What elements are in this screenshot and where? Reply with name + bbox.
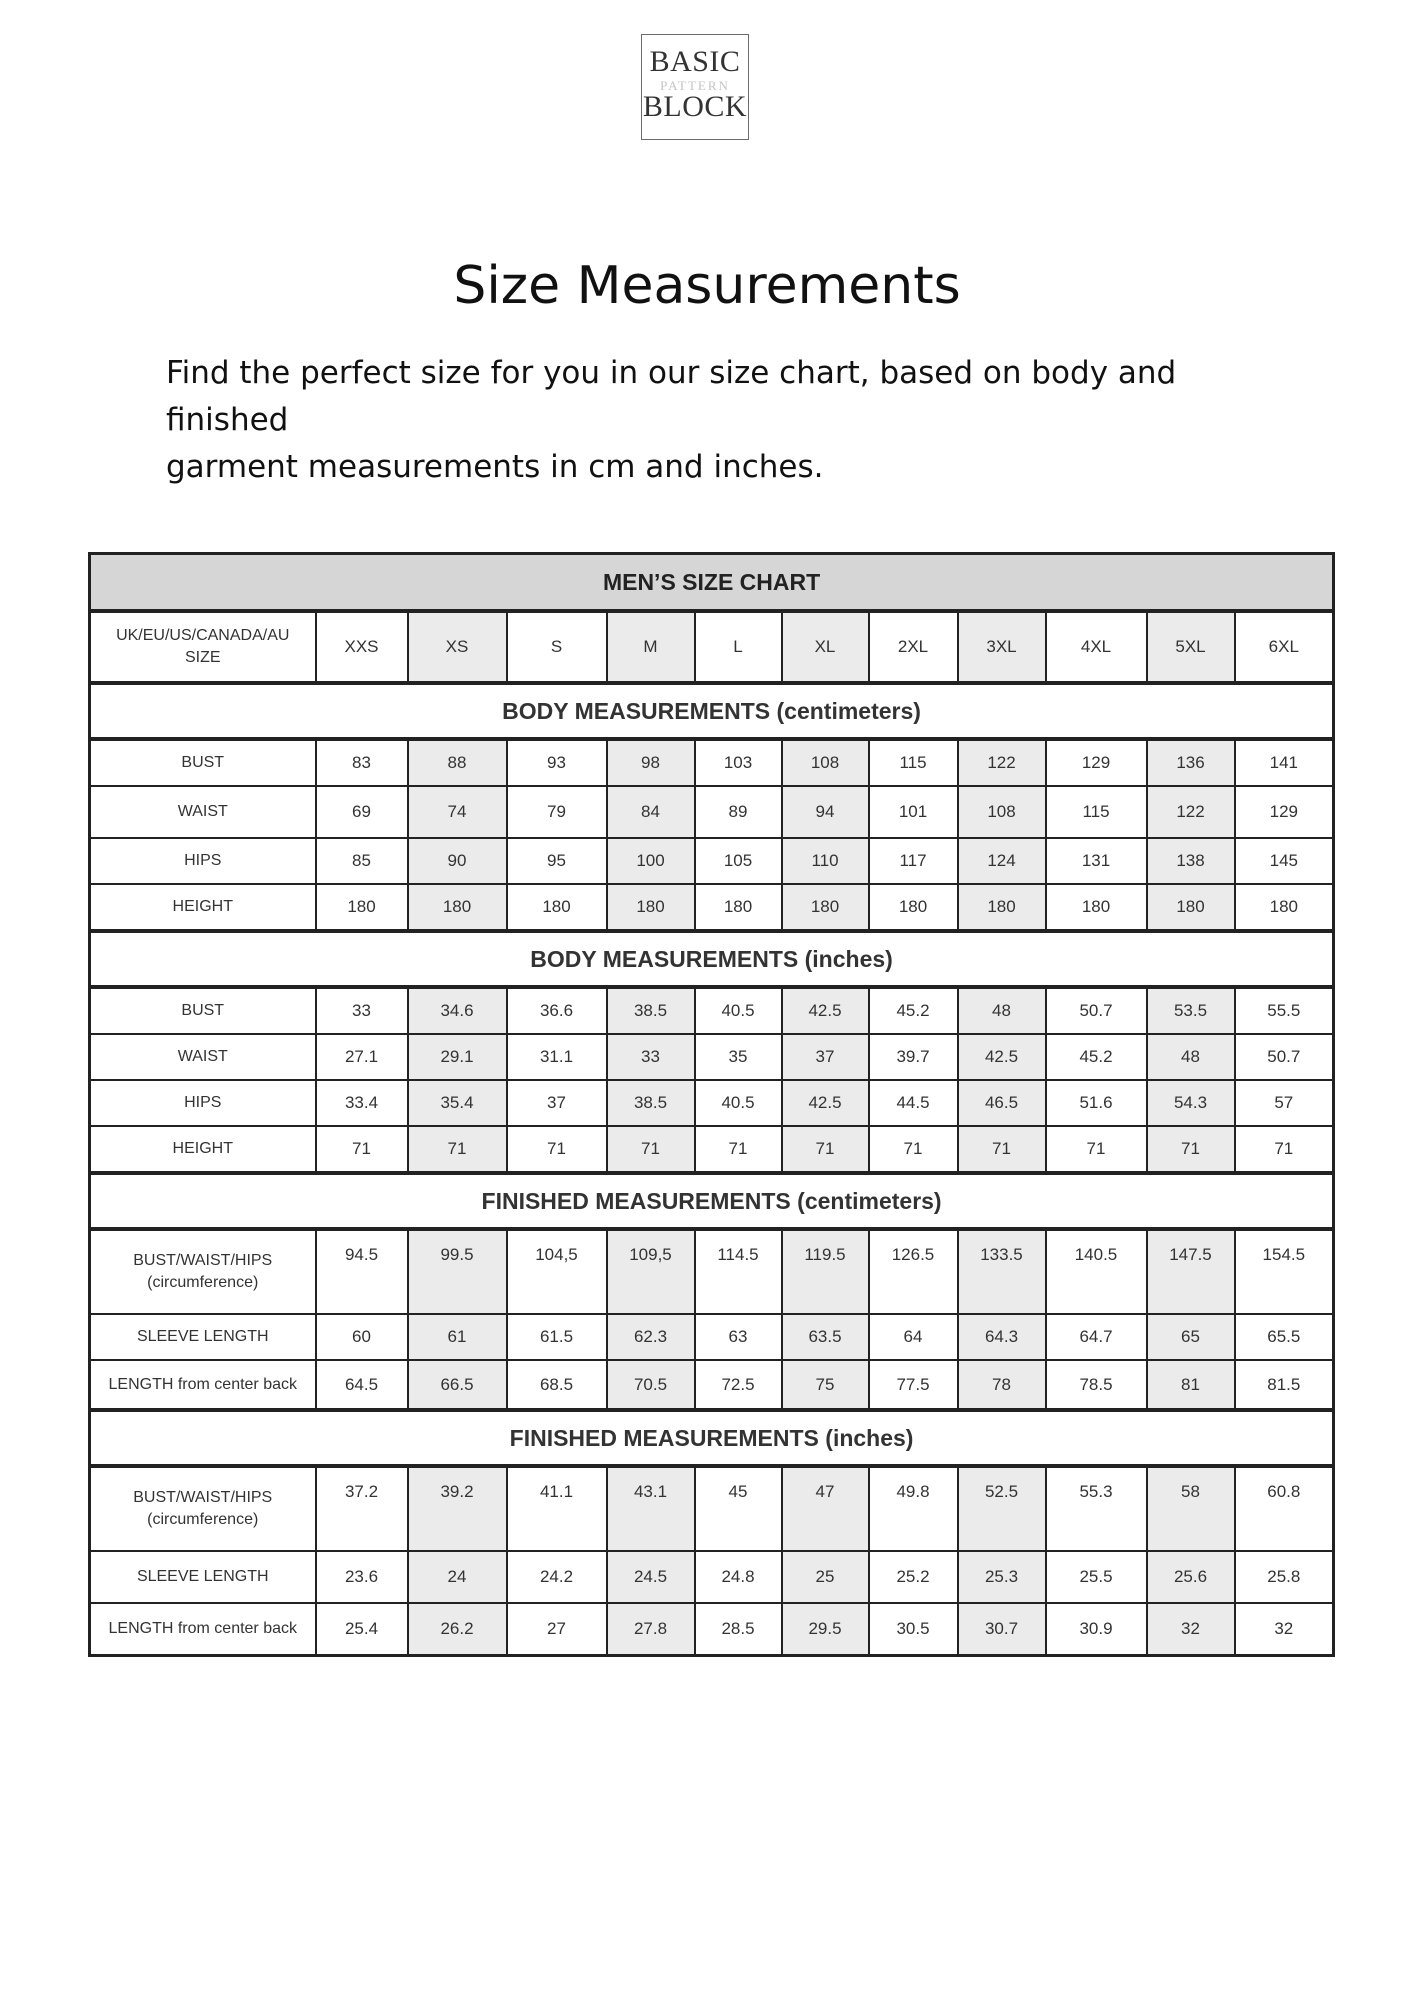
value-cell: 41.1 [507,1466,607,1551]
value-cell: 24.8 [695,1551,782,1603]
value-cell: 71 [958,1126,1046,1173]
value-cell: 115 [1046,786,1147,838]
section-name: FINISHED MEASUREMENTS [509,1424,819,1451]
logo-line-pattern: PATTERN [660,78,730,93]
value-cell: 122 [958,739,1046,786]
row-label [90,1466,316,1551]
section-header-row [90,1173,1334,1229]
section-header-row [90,683,1334,739]
row-label-line-2: (circumference) [147,1511,259,1528]
value-cell: 72.5 [695,1360,782,1410]
value-cell: 180 [507,884,607,931]
value-cell: 45 [695,1466,782,1551]
value-cell: 81.5 [1235,1360,1334,1410]
value-cell: 180 [1147,884,1235,931]
section-name: BODY MEASUREMENTS [502,697,771,724]
value-cell: 78.5 [1046,1360,1147,1410]
value-cell: 39.7 [869,1034,958,1080]
value-cell: 51.6 [1046,1080,1147,1126]
value-cell: 60.8 [1235,1466,1334,1551]
row-label: LENGTH from center back [90,1360,316,1410]
measurement-row [90,1314,1334,1360]
value-cell: 44.5 [869,1080,958,1126]
value-cell: 27.8 [607,1603,695,1656]
measurement-row [90,1126,1334,1173]
value-cell: 138 [1147,838,1235,884]
size-header-cell: XS [408,611,507,683]
chart-title: MEN’S SIZE CHART [90,554,1334,612]
value-cell: 57 [1235,1080,1334,1126]
size-header-cell: S [507,611,607,683]
value-cell: 69 [316,786,408,838]
value-cell: 42.5 [782,1080,869,1126]
value-cell: 180 [316,884,408,931]
size-chart-table [88,552,1335,1657]
value-cell: 26.2 [408,1603,507,1656]
value-cell: 36.6 [507,987,607,1034]
value-cell: 108 [782,739,869,786]
value-cell: 71 [507,1126,607,1173]
value-cell: 71 [1046,1126,1147,1173]
value-cell: 50.7 [1046,987,1147,1034]
value-cell: 180 [695,884,782,931]
value-cell: 180 [607,884,695,931]
value-cell: 71 [1235,1126,1334,1173]
value-cell: 71 [782,1126,869,1173]
row-label: SLEEVE LENGTH [90,1314,316,1360]
value-cell: 81 [1147,1360,1235,1410]
value-cell: 90 [408,838,507,884]
value-cell: 65 [1147,1314,1235,1360]
value-cell: 71 [316,1126,408,1173]
row-label: LENGTH from center back [90,1603,316,1656]
value-cell: 110 [782,838,869,884]
row-label-line-1: BUST/WAIST/HIPS [133,1252,273,1269]
value-cell: 61 [408,1314,507,1360]
value-cell: 33.4 [316,1080,408,1126]
value-cell: 64.7 [1046,1314,1147,1360]
value-cell: 64 [869,1314,958,1360]
value-cell: 45.2 [869,987,958,1034]
measurement-row [90,1466,1334,1551]
size-header-cell: 6XL [1235,611,1334,683]
section-unit: (centimeters) [797,1187,942,1214]
value-cell: 25 [782,1551,869,1603]
section-header [90,931,1334,987]
value-cell: 71 [695,1126,782,1173]
value-cell: 103 [695,739,782,786]
value-cell: 49.8 [869,1466,958,1551]
measurement-row [90,1034,1334,1080]
row-label: BUST [90,739,316,786]
value-cell: 74 [408,786,507,838]
value-cell: 180 [869,884,958,931]
value-cell: 180 [1046,884,1147,931]
size-header-cell: L [695,611,782,683]
value-cell: 38.5 [607,1080,695,1126]
value-cell: 53.5 [1147,987,1235,1034]
row-label: HIPS [90,838,316,884]
row-label-line-2: (circumference) [147,1274,259,1291]
value-cell: 46.5 [958,1080,1046,1126]
value-cell: 122 [1147,786,1235,838]
value-cell: 25.4 [316,1603,408,1656]
row-label: HIPS [90,1080,316,1126]
value-cell: 25.6 [1147,1551,1235,1603]
measurement-row [90,1229,1334,1314]
value-cell: 35 [695,1034,782,1080]
value-cell: 63 [695,1314,782,1360]
value-cell: 48 [1147,1034,1235,1080]
logo-line-basic: BASIC [649,45,741,78]
value-cell: 58 [1147,1466,1235,1551]
row-label: HEIGHT [90,884,316,931]
value-cell: 45.2 [1046,1034,1147,1080]
value-cell: 105 [695,838,782,884]
section-unit: (centimeters) [776,697,921,724]
value-cell: 154.5 [1235,1229,1334,1314]
size-header-cell: 5XL [1147,611,1235,683]
value-cell: 32 [1147,1603,1235,1656]
value-cell: 37 [507,1080,607,1126]
value-cell: 38.5 [607,987,695,1034]
value-cell: 71 [869,1126,958,1173]
value-cell: 131 [1046,838,1147,884]
row-label: HEIGHT [90,1126,316,1173]
value-cell: 55.5 [1235,987,1334,1034]
value-cell: 34.6 [408,987,507,1034]
value-cell: 42.5 [958,1034,1046,1080]
value-cell: 83 [316,739,408,786]
value-cell: 71 [408,1126,507,1173]
value-cell: 147.5 [1147,1229,1235,1314]
size-header-cell: 2XL [869,611,958,683]
brand-logo [641,34,749,140]
value-cell: 94.5 [316,1229,408,1314]
size-system-line-2: SIZE [184,649,221,666]
value-cell: 50.7 [1235,1034,1334,1080]
value-cell: 126.5 [869,1229,958,1314]
value-cell: 140.5 [1046,1229,1147,1314]
value-cell: 99.5 [408,1229,507,1314]
value-cell: 27 [507,1603,607,1656]
value-cell: 24.2 [507,1551,607,1603]
measurement-row [90,739,1334,786]
value-cell: 40.5 [695,987,782,1034]
section-header-row [90,1410,1334,1466]
row-label-line-1: BUST/WAIST/HIPS [133,1489,273,1506]
value-cell: 27.1 [316,1034,408,1080]
size-header-cell: XL [782,611,869,683]
measurement-row [90,1603,1334,1656]
value-cell: 94 [782,786,869,838]
size-header-cell: XXS [316,611,408,683]
value-cell: 29.1 [408,1034,507,1080]
value-cell: 33 [607,1034,695,1080]
value-cell: 108 [958,786,1046,838]
value-cell: 24.5 [607,1551,695,1603]
section-header [90,1410,1334,1466]
row-label: SLEEVE LENGTH [90,1551,316,1603]
value-cell: 64.3 [958,1314,1046,1360]
value-cell: 39.2 [408,1466,507,1551]
value-cell: 55.3 [1046,1466,1147,1551]
value-cell: 115 [869,739,958,786]
value-cell: 30.5 [869,1603,958,1656]
value-cell: 60 [316,1314,408,1360]
value-cell: 109,5 [607,1229,695,1314]
value-cell: 40.5 [695,1080,782,1126]
logo-line-block: BLOCK [642,90,748,123]
value-cell: 24 [408,1551,507,1603]
section-unit: (inches) [804,945,893,972]
chart-title-row [90,554,1334,612]
value-cell: 66.5 [408,1360,507,1410]
measurement-row [90,786,1334,838]
intro-line-2: garment measurements in cm and inches. [166,449,824,485]
value-cell: 30.7 [958,1603,1046,1656]
value-cell: 25.3 [958,1551,1046,1603]
measurement-row [90,1551,1334,1603]
measurement-row [90,1080,1334,1126]
value-cell: 30.9 [1046,1603,1147,1656]
value-cell: 37.2 [316,1466,408,1551]
size-header-cell: M [607,611,695,683]
value-cell: 70.5 [607,1360,695,1410]
value-cell: 79 [507,786,607,838]
value-cell: 71 [607,1126,695,1173]
row-label: BUST [90,987,316,1034]
value-cell: 63.5 [782,1314,869,1360]
value-cell: 145 [1235,838,1334,884]
measurement-row [90,987,1334,1034]
value-cell: 68.5 [507,1360,607,1410]
value-cell: 71 [1147,1126,1235,1173]
value-cell: 43.1 [607,1466,695,1551]
value-cell: 114.5 [695,1229,782,1314]
value-cell: 180 [1235,884,1334,931]
value-cell: 180 [408,884,507,931]
measurement-row [90,838,1334,884]
section-name: FINISHED MEASUREMENTS [481,1187,791,1214]
section-header [90,683,1334,739]
value-cell: 61.5 [507,1314,607,1360]
value-cell: 25.5 [1046,1551,1147,1603]
value-cell: 124 [958,838,1046,884]
section-name: BODY MEASUREMENTS [530,945,799,972]
value-cell: 25.8 [1235,1551,1334,1603]
size-header-row [90,611,1334,683]
section-header-row [90,931,1334,987]
value-cell: 133.5 [958,1229,1046,1314]
value-cell: 33 [316,987,408,1034]
value-cell: 77.5 [869,1360,958,1410]
value-cell: 85 [316,838,408,884]
value-cell: 31.1 [507,1034,607,1080]
value-cell: 75 [782,1360,869,1410]
value-cell: 42.5 [782,987,869,1034]
size-system-line-1: UK/EU/US/CANADA/AU [116,627,290,644]
value-cell: 25.2 [869,1551,958,1603]
value-cell: 52.5 [958,1466,1046,1551]
value-cell: 98 [607,739,695,786]
value-cell: 129 [1235,786,1334,838]
measurement-row [90,884,1334,931]
value-cell: 117 [869,838,958,884]
value-cell: 136 [1147,739,1235,786]
value-cell: 129 [1046,739,1147,786]
measurement-row [90,1360,1334,1410]
value-cell: 47 [782,1466,869,1551]
intro-line-1: Find the perfect size for you in our size chart, based on body and finished [166,355,1177,438]
value-cell: 54.3 [1147,1080,1235,1126]
page-title: Size Measurements [453,256,961,316]
value-cell: 119.5 [782,1229,869,1314]
section-header [90,1173,1334,1229]
value-cell: 65.5 [1235,1314,1334,1360]
value-cell: 100 [607,838,695,884]
value-cell: 23.6 [316,1551,408,1603]
value-cell: 32 [1235,1603,1334,1656]
value-cell: 141 [1235,739,1334,786]
value-cell: 89 [695,786,782,838]
row-label: WAIST [90,786,316,838]
size-header-cell: 4XL [1046,611,1147,683]
size-system-label [90,611,316,683]
value-cell: 104,5 [507,1229,607,1314]
value-cell: 28.5 [695,1603,782,1656]
value-cell: 180 [782,884,869,931]
value-cell: 64.5 [316,1360,408,1410]
value-cell: 88 [408,739,507,786]
size-header-cell: 3XL [958,611,1046,683]
intro-text [166,350,1286,491]
value-cell: 95 [507,838,607,884]
value-cell: 37 [782,1034,869,1080]
value-cell: 93 [507,739,607,786]
value-cell: 62.3 [607,1314,695,1360]
value-cell: 48 [958,987,1046,1034]
value-cell: 84 [607,786,695,838]
value-cell: 78 [958,1360,1046,1410]
value-cell: 29.5 [782,1603,869,1656]
value-cell: 35.4 [408,1080,507,1126]
section-unit: (inches) [825,1424,914,1451]
row-label: WAIST [90,1034,316,1080]
value-cell: 180 [958,884,1046,931]
value-cell: 101 [869,786,958,838]
row-label [90,1229,316,1314]
